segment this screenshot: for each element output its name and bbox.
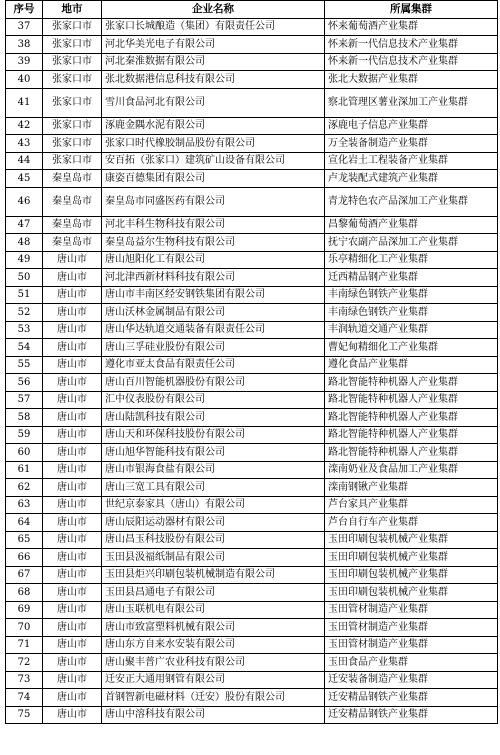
- row-company-name: 康姿百德集团有限公司: [102, 170, 325, 188]
- header-cluster: 所属集群: [325, 1, 498, 19]
- row-company-name: 唐山旭阳化工有限公司: [102, 251, 325, 269]
- row-cluster: 玉田食品产业集群: [325, 654, 498, 672]
- row-company-name: 张家口长城酿造（集团）有限责任公司: [102, 18, 325, 36]
- row-city: 唐山市: [43, 654, 102, 672]
- row-company-name: 遵化市亚太食品有限责任公司: [102, 356, 325, 374]
- table-row: [6, 339, 498, 357]
- row-city: 唐山市: [43, 671, 102, 689]
- row-company-name: 涿鹿金隅水泥有限公司: [102, 117, 325, 135]
- table-row: [6, 409, 498, 427]
- row-number: 65: [6, 531, 43, 549]
- row-company-name: 雪川食品河北有限公司: [102, 88, 325, 117]
- row-city: 唐山市: [43, 619, 102, 637]
- row-cluster: 遵化食品产业集群: [325, 356, 498, 374]
- row-company-name: 河北津西新材料科技有限公司: [102, 269, 325, 287]
- row-cluster: 路北智能特种机器人产业集群: [325, 374, 498, 392]
- row-number: 53: [6, 321, 43, 339]
- table-row: [6, 269, 498, 287]
- row-company-name: 唐山东方自来水安装有限公司: [102, 636, 325, 654]
- row-number: 51: [6, 286, 43, 304]
- row-cluster: 青龙特色农产品深加工产业集群: [325, 187, 498, 216]
- row-cluster: 怀来新一代信息技术产业集群: [325, 53, 498, 71]
- table-row: [6, 514, 498, 532]
- row-cluster: 丰润轨道交通产业集群: [325, 321, 498, 339]
- row-cluster: 丰南绿色钢铁产业集群: [325, 286, 498, 304]
- row-company-name: 玉田县汲福纸制品有限公司: [102, 549, 325, 567]
- row-city: 唐山市: [43, 444, 102, 462]
- row-number: 72: [6, 654, 43, 672]
- row-city: 唐山市: [43, 566, 102, 584]
- row-city: 唐山市: [43, 374, 102, 392]
- table-row: [6, 706, 498, 724]
- row-city: 唐山市: [43, 269, 102, 287]
- header-no: 序号: [6, 1, 43, 19]
- row-company-name: 秦皇岛益尔生物科技有限公司: [102, 234, 325, 252]
- row-number: 58: [6, 409, 43, 427]
- row-cluster: 玉田管材制造产业集群: [325, 601, 498, 619]
- row-company-name: 唐山辰阳运动器材有限公司: [102, 514, 325, 532]
- row-company-name: 唐山百川智能机器股份有限公司: [102, 374, 325, 392]
- row-company-name: 唐山天和环保科技股份有限公司: [102, 426, 325, 444]
- row-cluster: 宣化岩土工程装备产业集群: [325, 152, 498, 170]
- row-number: 69: [6, 601, 43, 619]
- row-cluster: 玉田印刷包装机械产业集群: [325, 531, 498, 549]
- row-company-name: 唐山市致富塑料机械有限公司: [102, 619, 325, 637]
- table-row: [6, 152, 498, 170]
- row-company-name: 汇中仪表股份有限公司: [102, 391, 325, 409]
- row-cluster: 张北大数据产业集群: [325, 71, 498, 89]
- row-company-name: 唐山沃林金属制品有限公司: [102, 304, 325, 322]
- row-company-name: 唐山三孚硅业股份有限公司: [102, 339, 325, 357]
- row-number: 47: [6, 216, 43, 234]
- row-number: 46: [6, 187, 43, 216]
- row-cluster: 怀来新一代信息技术产业集群: [325, 36, 498, 54]
- row-cluster: 芦台自行车产业集群: [325, 514, 498, 532]
- row-cluster: 迁西精品钢产业集群: [325, 269, 498, 287]
- row-city: 张家口市: [43, 18, 102, 36]
- row-city: 唐山市: [43, 409, 102, 427]
- row-city: 唐山市: [43, 636, 102, 654]
- row-city: 唐山市: [43, 356, 102, 374]
- row-number: 43: [6, 135, 43, 153]
- table-row: [6, 71, 498, 89]
- row-cluster: 涿鹿电子信息产业集群: [325, 117, 498, 135]
- row-company-name: 唐山华达轨道交通装备有限责任公司: [102, 321, 325, 339]
- row-number: 48: [6, 234, 43, 252]
- row-cluster: 芦台家具产业集群: [325, 496, 498, 514]
- table-row: [6, 426, 498, 444]
- table-row: [6, 304, 498, 322]
- row-cluster: 滦南奶业及食品加工产业集群: [325, 461, 498, 479]
- row-number: 64: [6, 514, 43, 532]
- table-row: [6, 36, 498, 54]
- row-cluster: 乐亭精细化工产业集群: [325, 251, 498, 269]
- header-company: 企业名称: [102, 1, 325, 19]
- table-row: [6, 216, 498, 234]
- table-row: [6, 234, 498, 252]
- row-company-name: 张家口时代橡胶制品股份有限公司: [102, 135, 325, 153]
- table-row: [6, 479, 498, 497]
- row-city: 唐山市: [43, 391, 102, 409]
- table-row: [6, 251, 498, 269]
- table-row: [6, 391, 498, 409]
- row-number: 54: [6, 339, 43, 357]
- table-row: [6, 531, 498, 549]
- table-row: [6, 654, 498, 672]
- table-row: [6, 117, 498, 135]
- row-cluster: 抚宁农副产品深加工产业集群: [325, 234, 498, 252]
- row-number: 42: [6, 117, 43, 135]
- table-row: [6, 636, 498, 654]
- row-company-name: 唐山市丰南区经安钢铁集团有限公司: [102, 286, 325, 304]
- row-company-name: 唐山市银海食盐有限公司: [102, 461, 325, 479]
- row-number: 63: [6, 496, 43, 514]
- row-company-name: 世纪京泰家具（唐山）有限公司: [102, 496, 325, 514]
- row-cluster: 路北智能特种机器人产业集群: [325, 444, 498, 462]
- row-cluster: 玉田印刷包装机械产业集群: [325, 549, 498, 567]
- row-company-name: 唐山玉联机电有限公司: [102, 601, 325, 619]
- table-row: [6, 356, 498, 374]
- enterprise-table: [5, 0, 498, 724]
- row-number: 44: [6, 152, 43, 170]
- table-row: [6, 187, 498, 216]
- row-company-name: 唐山中溶科技有限公司: [102, 706, 325, 724]
- row-cluster: 迁安精品钢铁产业集群: [325, 689, 498, 707]
- table-row: [6, 584, 498, 602]
- row-company-name: 玉田县炬兴印刷包装机械制造有限公司: [102, 566, 325, 584]
- row-city: 张家口市: [43, 135, 102, 153]
- row-cluster: 玉田管材制造产业集群: [325, 619, 498, 637]
- row-number: 68: [6, 584, 43, 602]
- row-number: 52: [6, 304, 43, 322]
- row-city: 张家口市: [43, 117, 102, 135]
- row-number: 74: [6, 689, 43, 707]
- row-company-name: 首钢智新电磁材料（迁安）股份有限公司: [102, 689, 325, 707]
- table-row: [6, 88, 498, 117]
- table-row: [6, 374, 498, 392]
- row-cluster: 万全装备制造产业集群: [325, 135, 498, 153]
- row-cluster: 玉田印刷包装机械产业集群: [325, 584, 498, 602]
- row-number: 37: [6, 18, 43, 36]
- row-number: 41: [6, 88, 43, 117]
- table-row: [6, 496, 498, 514]
- row-city: 唐山市: [43, 514, 102, 532]
- row-company-name: 唐山三宽工具有限公司: [102, 479, 325, 497]
- row-company-name: 安百拓（张家口）建筑矿山设备有限公司: [102, 152, 325, 170]
- row-city: 唐山市: [43, 584, 102, 602]
- row-cluster: 迁安精品钢铁产业集群: [325, 706, 498, 724]
- row-number: 70: [6, 619, 43, 637]
- table-row: [6, 461, 498, 479]
- row-city: 张家口市: [43, 36, 102, 54]
- row-cluster: 怀来葡萄酒产业集群: [325, 18, 498, 36]
- row-city: 唐山市: [43, 304, 102, 322]
- table-row: [6, 170, 498, 188]
- row-number: 75: [6, 706, 43, 724]
- row-cluster: 路北智能特种机器人产业集群: [325, 426, 498, 444]
- row-city: 唐山市: [43, 706, 102, 724]
- row-cluster: 察北管理区薯业深加工产业集群: [325, 88, 498, 117]
- header-city: 地市: [43, 1, 102, 19]
- row-number: 57: [6, 391, 43, 409]
- row-cluster: 迁安装备制造产业集群: [325, 671, 498, 689]
- row-number: 62: [6, 479, 43, 497]
- row-city: 张家口市: [43, 152, 102, 170]
- row-city: 张家口市: [43, 53, 102, 71]
- table-row: [6, 286, 498, 304]
- row-city: 张家口市: [43, 71, 102, 89]
- enterprise-table-sheet: [5, 0, 497, 724]
- row-city: 秦皇岛市: [43, 170, 102, 188]
- row-number: 49: [6, 251, 43, 269]
- row-city: 唐山市: [43, 321, 102, 339]
- table-row: [6, 601, 498, 619]
- row-number: 56: [6, 374, 43, 392]
- row-number: 39: [6, 53, 43, 71]
- row-cluster: 昌黎葡萄酒产业集群: [325, 216, 498, 234]
- row-number: 59: [6, 426, 43, 444]
- row-city: 唐山市: [43, 339, 102, 357]
- table-row: [6, 549, 498, 567]
- row-cluster: 丰南绿色钢铁产业集群: [325, 304, 498, 322]
- row-city: 唐山市: [43, 496, 102, 514]
- row-number: 45: [6, 170, 43, 188]
- row-cluster: 滦南钢锹产业集群: [325, 479, 498, 497]
- table-row: [6, 444, 498, 462]
- row-city: 唐山市: [43, 601, 102, 619]
- row-city: 唐山市: [43, 251, 102, 269]
- row-cluster: 路北智能特种机器人产业集群: [325, 409, 498, 427]
- table-row: [6, 566, 498, 584]
- row-city: 秦皇岛市: [43, 234, 102, 252]
- table-row: [6, 135, 498, 153]
- row-number: 61: [6, 461, 43, 479]
- row-city: 秦皇岛市: [43, 216, 102, 234]
- row-company-name: 河北秦淮数据有限公司: [102, 53, 325, 71]
- table-row: [6, 321, 498, 339]
- row-company-name: 秦皇岛市同盛医药有限公司: [102, 187, 325, 216]
- row-city: 唐山市: [43, 286, 102, 304]
- row-company-name: 唐山陆凯科技有限公司: [102, 409, 325, 427]
- row-cluster: 玉田印刷包装机械产业集群: [325, 566, 498, 584]
- row-city: 唐山市: [43, 531, 102, 549]
- row-city: 张家口市: [43, 88, 102, 117]
- row-company-name: 唐山旭华智能科技有限公司: [102, 444, 325, 462]
- row-company-name: 河北丰科生物科技有限公司: [102, 216, 325, 234]
- table-header-row: [6, 1, 498, 19]
- row-number: 38: [6, 36, 43, 54]
- row-number: 60: [6, 444, 43, 462]
- table-row: [6, 53, 498, 71]
- table-row: [6, 689, 498, 707]
- table-row: [6, 619, 498, 637]
- row-cluster: 路北智能特种机器人产业集群: [325, 391, 498, 409]
- row-city: 唐山市: [43, 461, 102, 479]
- row-company-name: 河北华美光电子有限公司: [102, 36, 325, 54]
- row-number: 50: [6, 269, 43, 287]
- row-city: 秦皇岛市: [43, 187, 102, 216]
- row-number: 67: [6, 566, 43, 584]
- row-cluster: 玉田管材制造产业集群: [325, 636, 498, 654]
- row-number: 73: [6, 671, 43, 689]
- row-city: 唐山市: [43, 689, 102, 707]
- row-cluster: 卢龙装配式建筑产业集群: [325, 170, 498, 188]
- row-company-name: 迁安正大通用钢管有限公司: [102, 671, 325, 689]
- table-body: [6, 18, 498, 724]
- row-number: 40: [6, 71, 43, 89]
- row-company-name: 唐山聚丰普广农业科技有限公司: [102, 654, 325, 672]
- table-row: [6, 671, 498, 689]
- row-company-name: 玉田县昌通电子有限公司: [102, 584, 325, 602]
- row-number: 71: [6, 636, 43, 654]
- table-row: [6, 18, 498, 36]
- row-cluster: 曹妃甸精细化工产业集群: [325, 339, 498, 357]
- row-number: 55: [6, 356, 43, 374]
- row-city: 唐山市: [43, 479, 102, 497]
- row-city: 唐山市: [43, 426, 102, 444]
- row-city: 唐山市: [43, 549, 102, 567]
- row-number: 66: [6, 549, 43, 567]
- row-company-name: 唐山昌玉科技股份有限公司: [102, 531, 325, 549]
- row-company-name: 张北数据港信息科技有限公司: [102, 71, 325, 89]
